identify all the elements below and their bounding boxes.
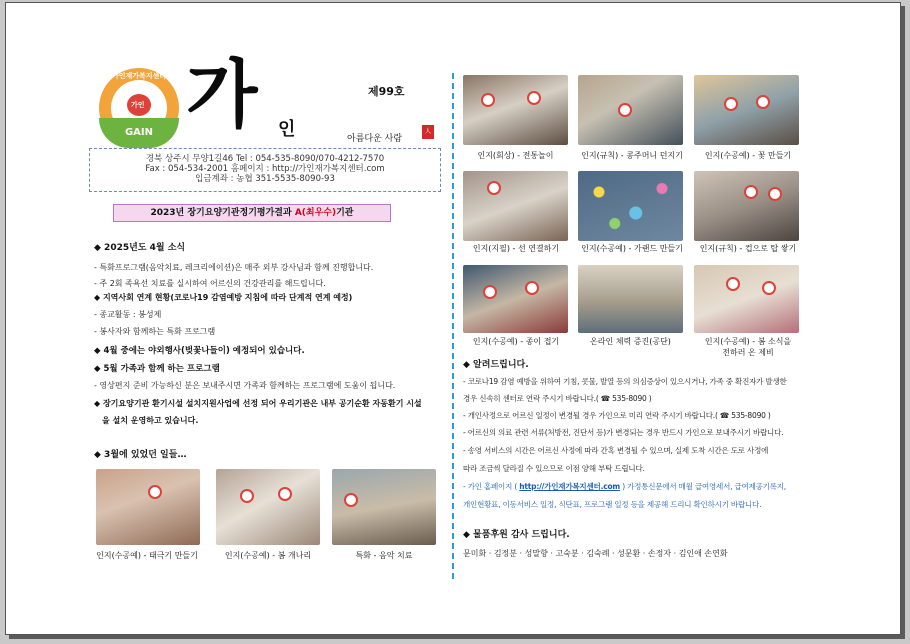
- photo-forsythia: [216, 469, 320, 545]
- blur-face-icon: [148, 485, 162, 499]
- center-logo: [99, 68, 179, 148]
- caption-beanbag: 인지(규칙) - 콩주머니 던지기: [581, 151, 683, 160]
- photo-line-connect: [463, 171, 568, 241]
- caption-swallow-2: 전하러 온 제비: [722, 348, 774, 357]
- blur-face-icon: [483, 285, 497, 299]
- photo-online-fitness: [578, 265, 683, 333]
- award-prefix: 2023년 장기요양기관정기평가결과: [150, 208, 295, 218]
- notice-line-3: - 개인사정으로 어르신 일정이 변경될 경우 가인으로 미리 연락 주시기 바랍니다.( ☎ 535-8090 ): [463, 411, 771, 420]
- blur-face-icon: [724, 97, 738, 111]
- photo-swallow: [694, 265, 799, 333]
- blur-face-icon: [756, 95, 770, 109]
- community-line-1: - 종교활동 : 봉성제: [94, 310, 162, 319]
- notice-line-2: 경우 신속히 센터로 연락 주시기 바랍니다.( ☎ 535-8090 ): [463, 394, 652, 403]
- news-heading: ◆ 2025년도 4월 소식: [94, 243, 186, 253]
- notice-line-1: - 코로나19 감염 예방을 위하여 기침, 콧물, 발열 등의 의심증상이 있으시거나, 가족 중 확진자가 발생한: [463, 377, 787, 386]
- page-shadow-bottom: [9, 635, 905, 639]
- blur-face-icon: [618, 103, 632, 117]
- notice-web-prefix: - 가인 홈페이지 (: [463, 482, 520, 491]
- community-heading: ◆ 지역사회 연계 현황(코로나19 감염예방 지침에 따라 단계적 연계 예정): [94, 293, 353, 302]
- blur-face-icon: [744, 185, 758, 199]
- notice-line-6: 따라 조금씩 달라질 수 있으므로 이점 양해 부탁 드립니다.: [463, 464, 645, 473]
- caption-music: 특화 - 음악 치료: [355, 551, 413, 560]
- ventilation-heading-1: ◆ 장기요양기관 환기시설 설치지원사업에 선정 되어 우리기관은 내부 공기순환 자동환기 시설: [94, 399, 422, 408]
- logo-gain-label: GAIN: [99, 118, 179, 148]
- homepage-link[interactable]: http://가인재가복지센터.com: [519, 482, 621, 491]
- notice-web-line-2: 개인현황표, 이동서비스 일정, 식단표, 프로그램 일정 등을 제공해 드리니 확인하시기 바랍니다.: [463, 500, 762, 509]
- award-banner: [113, 204, 391, 222]
- photo-traditional-game: [463, 75, 568, 145]
- slogan: 아름다운 사람: [347, 134, 403, 144]
- caption-swallow-1: 인지(수공예) - 봄 소식을: [704, 337, 792, 346]
- caption-cup-tower: 인지(규칙) - 컵으로 탑 쌓기: [699, 244, 797, 253]
- award-grade: A(최우수): [294, 208, 337, 218]
- notice-web-suffix: ) 가정통신문에서 매월 급여영세서, 급여제공기록지,: [620, 482, 786, 491]
- caption-garland: 인지(수공예) - 가랜드 만들기: [581, 244, 683, 253]
- march-heading: ◆ 3월에 있었던 일들…: [94, 450, 187, 460]
- photo-flower-making: [694, 75, 799, 145]
- newsletter-title-sub: 인: [278, 119, 296, 140]
- notice-line-4: - 어르신의 의료 관련 서류(처방전, 진단서 등)가 변경되는 경우 반드시 가인으로 보내주시기 바랍니다.: [463, 428, 784, 437]
- blur-face-icon: [762, 281, 776, 295]
- photo-beanbag: [578, 75, 683, 145]
- contact-box: [89, 148, 441, 192]
- blur-face-icon: [344, 493, 358, 507]
- news-line-2: - 주 2회 족욕선 치료를 실시하여 어르신의 건강관리를 해드립니다.: [94, 279, 326, 288]
- community-line-2: - 봉사자와 함께하는 특화 프로그램: [94, 327, 216, 336]
- notice-web-line: [463, 481, 786, 492]
- page-shadow-right: [901, 6, 905, 638]
- blur-face-icon: [726, 277, 740, 291]
- caption-online-fitness: 온라인 체력 증진(공단): [590, 337, 671, 346]
- family-heading: ◆ 5월 가족과 함께 하는 프로그램: [94, 364, 220, 374]
- blur-face-icon: [240, 489, 254, 503]
- caption-origami: 인지(수공예) - 종이 접기: [472, 337, 560, 346]
- outing-heading: ◆ 4월 중에는 야외행사(벚꽃나들이) 예정되어 있습니다.: [94, 346, 305, 356]
- contact-address: 경북 상주시 무양1길46 Tel : 054-535-8090/070-4212-7570: [145, 154, 385, 164]
- red-seal: 人: [422, 125, 434, 139]
- caption-line-connect: 인지(지필) - 선 연결하기: [472, 244, 560, 253]
- notice-heading: ◆ 알려드립니다.: [463, 360, 529, 370]
- newsletter-page: [5, 2, 901, 635]
- blur-face-icon: [525, 281, 539, 295]
- ventilation-heading-2: 을 설치 운영하고 있습니다.: [102, 416, 199, 425]
- award-suffix: 기관: [336, 208, 354, 218]
- contact-account: 입금계좌 : 농협 351-5535-8090-93: [195, 174, 335, 184]
- blur-face-icon: [527, 91, 541, 105]
- issue-number: 제99호: [368, 85, 405, 98]
- blur-face-icon: [487, 181, 501, 195]
- logo-ring-text: 가인재가복지센터: [111, 72, 167, 80]
- caption-taegukgi: 인지(수공예) - 태극기 만들기: [96, 551, 198, 560]
- photo-origami: [463, 265, 568, 333]
- thanks-heading: ◆ 물품후원 감사 드립니다.: [463, 530, 570, 540]
- blur-face-icon: [481, 93, 495, 107]
- caption-traditional-game: 인지(회상) - 전통놀이: [477, 151, 554, 160]
- contact-fax-web: Fax : 054-534-2001 홈페이지 : http://가인재가복지센터.com: [145, 164, 385, 174]
- news-line-1: - 특화프로그램(음악치료, 레크리에이션)은 매주 외부 강사님과 함께 진행합니다.: [94, 263, 374, 272]
- family-line: - 영상편지 준비 가능하신 분은 보내주시면 가족과 함께하는 프로그램에 도움이 됩니다.: [94, 381, 396, 390]
- blur-face-icon: [768, 187, 782, 201]
- caption-forsythia: 인지(수공예) - 봄 개나리: [224, 551, 312, 560]
- photo-taegukgi: [96, 469, 200, 545]
- photo-cup-tower: [694, 171, 799, 241]
- donor-names: 문미화 · 김정분 · 성말향 · 고숙분 · 김숙례 · 성문환 · 손정자 · 김인애 손연화: [463, 549, 728, 558]
- blur-face-icon: [278, 487, 292, 501]
- photo-music-therapy: [332, 469, 436, 545]
- newsletter-title-main: 가: [186, 52, 252, 138]
- notice-line-5: - 송영 서비스의 시간은 어르신 사정에 따라 간혹 변경될 수 있으며, 실제 도착 시간은 도로 사정에: [463, 446, 769, 455]
- logo-apple-text: 가인: [131, 101, 145, 109]
- column-divider: [452, 73, 454, 579]
- caption-flower-making: 인지(수공예) - 꽃 만들기: [704, 151, 792, 160]
- photo-garland: [578, 171, 683, 241]
